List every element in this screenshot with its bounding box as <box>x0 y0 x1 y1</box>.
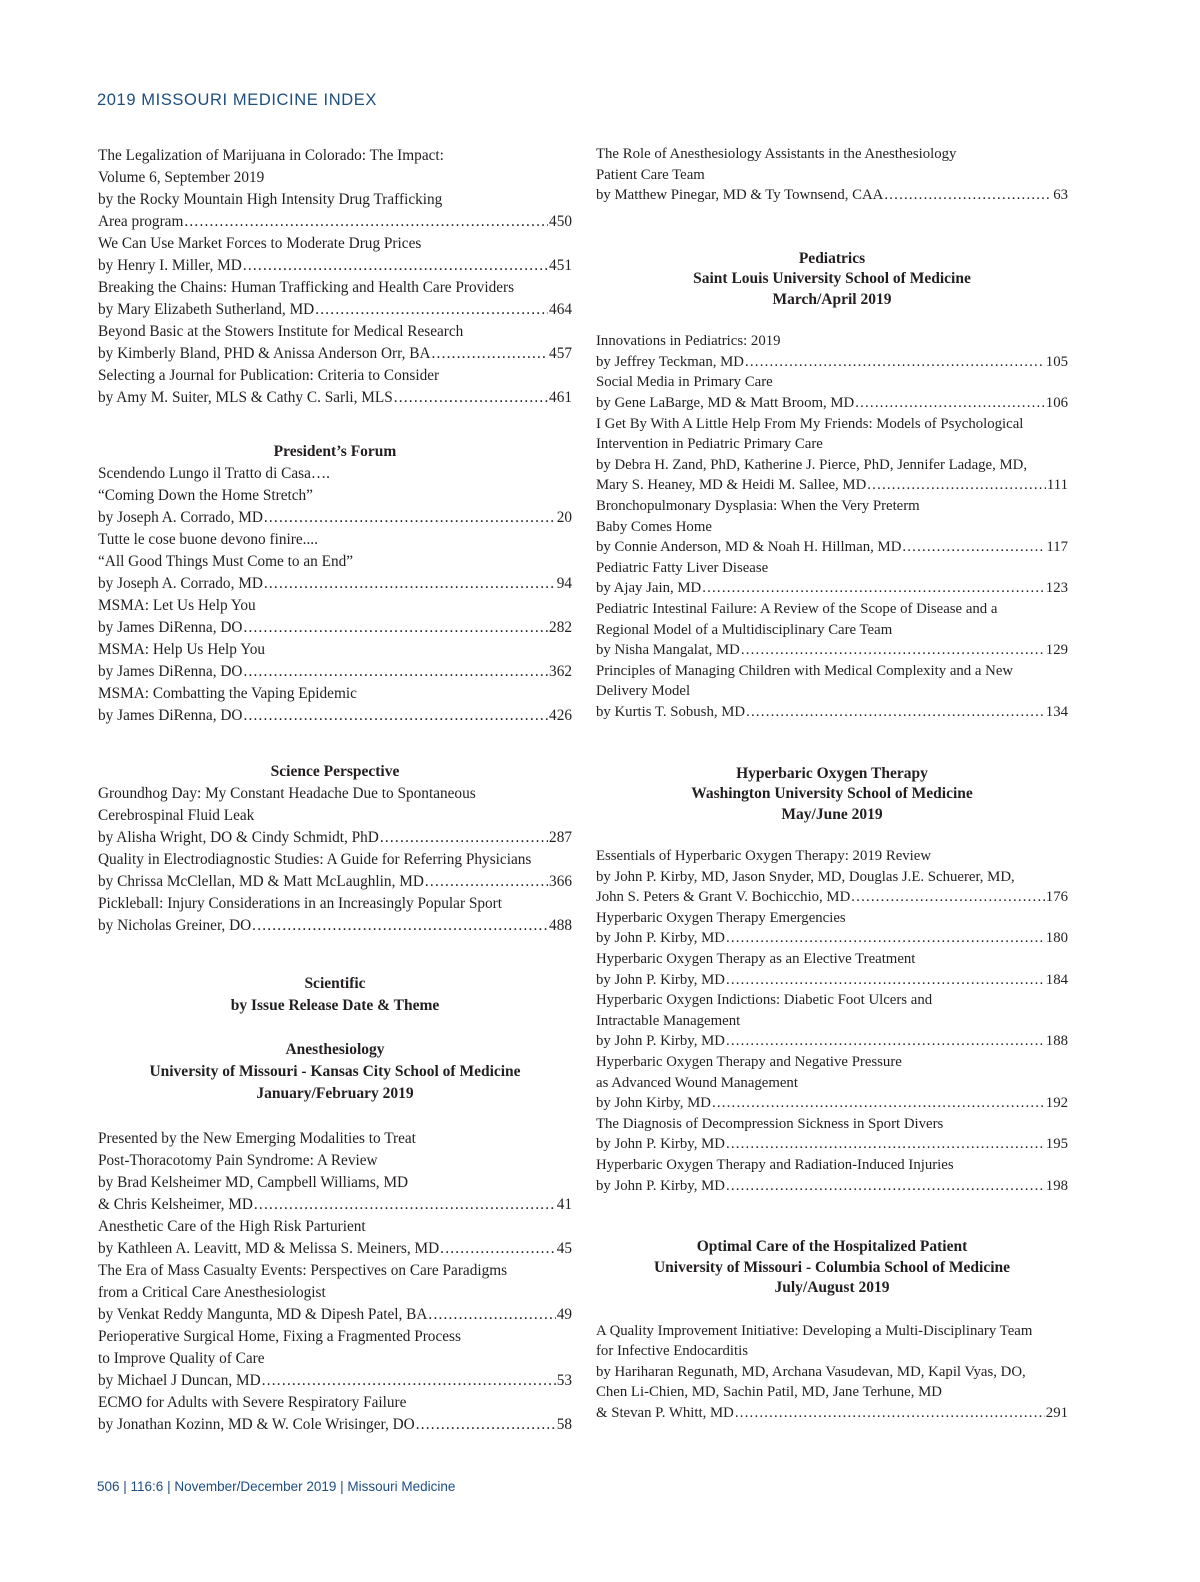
dot-leader <box>262 1370 556 1392</box>
entry-author: by James DiRenna, DO <box>98 707 243 724</box>
entry-page-number: 106 <box>1045 395 1068 412</box>
index-entry <box>98 233 572 277</box>
index-entry <box>98 1216 572 1260</box>
entry-title-line: MSMA: Help Us Help You <box>98 641 266 658</box>
entry-author: by Connie Anderson, MD & Noah H. Hillman, MD <box>596 539 902 556</box>
index-entry <box>98 529 572 595</box>
index-entry <box>596 1114 1068 1155</box>
index-entry <box>596 496 1068 558</box>
entry-author-line <box>596 393 1068 414</box>
entry-author-line <box>596 970 1068 991</box>
entry-page-number: 488 <box>549 917 572 934</box>
science-perspective-heading: Science Perspective <box>270 763 400 780</box>
index-entry <box>98 463 572 529</box>
index-entry <box>596 990 1068 1052</box>
index-entry <box>596 1321 1068 1424</box>
dot-leader <box>243 661 548 683</box>
index-entry <box>98 1128 572 1216</box>
entry-page-number: 366 <box>549 873 572 890</box>
entry-page-number: 117 <box>1046 539 1068 556</box>
entry-title-line: by Brad Kelsheimer MD, Campbell Williams, MD <box>98 1174 409 1191</box>
anesthesiology-heading: Anesthesiology <box>285 1041 385 1058</box>
entry-title-line: “All Good Things Must Come to an End” <box>98 553 354 570</box>
entry-author: by Nisha Mangalat, MD <box>596 642 740 659</box>
index-entry <box>596 331 1068 372</box>
entry-page-number: 362 <box>549 663 572 680</box>
dot-leader <box>243 617 548 639</box>
index-entry <box>98 1392 572 1436</box>
entry-author-line <box>596 185 1068 206</box>
entry-page-number: 134 <box>1045 703 1068 720</box>
dot-leader <box>702 578 1045 599</box>
entry-title-line: Presented by the New Emerging Modalities to Treat <box>98 1130 416 1147</box>
entry-author: by John P. Kirby, MD <box>596 930 725 947</box>
entry-title-line: Chen Li-Chien, MD, Sachin Patil, MD, Jane Terhune, MD <box>596 1384 942 1401</box>
entry-author-line <box>98 211 572 233</box>
dot-leader <box>746 702 1045 723</box>
dot-leader <box>243 705 548 727</box>
entry-page-number: 63 <box>1053 187 1068 204</box>
entry-author: by Joseph A. Corrado, MD <box>98 509 263 526</box>
entry-author: & Stevan P. Whitt, MD <box>596 1405 734 1422</box>
entry-title-line: Innovations in Pediatrics: 2019 <box>596 333 781 350</box>
pediatrics-school: Saint Louis University School of Medicine <box>693 270 971 288</box>
entry-author: by Ajay Jain, MD <box>596 580 702 597</box>
entry-page-number: 192 <box>1045 1095 1068 1112</box>
entry-title-line: I Get By With A Little Help From My Friends: Models of Psychological <box>596 415 1024 432</box>
page-footer: 506 | 116:6 | November/December 2019 | Missouri Medicine <box>97 1479 456 1494</box>
dot-leader <box>726 970 1045 991</box>
entry-title-line: Hyperbaric Oxygen Indictions: Diabetic Foot Ulcers and <box>596 992 933 1009</box>
dot-leader <box>252 915 548 937</box>
entry-title-line: The Era of Mass Casualty Events: Perspectives on Care Paradigms <box>98 1262 508 1279</box>
entry-title-line: Hyperbaric Oxygen Therapy and Negative Pressure <box>596 1054 902 1070</box>
page-header-title: 2019 MISSOURI MEDICINE INDEX <box>97 91 377 109</box>
index-entry <box>98 277 572 321</box>
index-entry <box>596 372 1068 413</box>
entry-author: by Venkat Reddy Mangunta, MD & Dipesh Patel, BA <box>98 1306 428 1323</box>
entry-author: John S. Peters & Grant V. Bochicchio, MD <box>596 889 851 906</box>
entry-author-line <box>98 617 572 639</box>
index-entry <box>98 783 572 849</box>
hyperbaric-heading: Hyperbaric Oxygen Therapy <box>736 764 928 782</box>
entry-title-line: Principles of Managing Children with Medical Complexity and a New <box>596 662 1014 679</box>
entry-title-line: The Diagnosis of Decompression Sickness in Sport Divers <box>596 1115 944 1132</box>
dot-leader <box>416 1414 556 1436</box>
entry-title-line: MSMA: Combatting the Vaping Epidemic <box>98 685 357 702</box>
entry-title-line: for Infective Endocarditis <box>596 1343 749 1360</box>
entry-author: Area program <box>98 213 184 230</box>
left-column <box>98 145 572 1436</box>
index-entry <box>596 908 1068 949</box>
scientific-heading: Scientific <box>304 975 366 992</box>
index-entry <box>596 846 1068 908</box>
entry-title-line: by the Rocky Mountain High Intensity Drug Trafficking <box>98 191 443 208</box>
entry-author: by Chrissa McClellan, MD & Matt McLaughlin, MD <box>98 873 424 890</box>
entry-title-line: A Quality Improvement Initiative: Developing a Multi-Disciplinary Team <box>596 1322 1033 1339</box>
entry-page-number: 450 <box>549 213 572 230</box>
dot-leader <box>855 393 1045 414</box>
entry-page-number: 53 <box>556 1372 572 1389</box>
entry-author-line <box>596 537 1068 558</box>
entry-title-line: Intervention in Pediatric Primary Care <box>596 436 823 453</box>
entry-author-line <box>596 1403 1068 1424</box>
entry-page-number: 287 <box>549 829 572 846</box>
entry-author: & Chris Kelsheimer, MD <box>98 1196 253 1213</box>
index-entry <box>98 893 572 937</box>
entry-author-line <box>596 1093 1068 1114</box>
index-entry <box>98 145 572 233</box>
entry-title-line: from a Critical Care Anesthesiologist <box>98 1284 326 1301</box>
entry-author-line <box>596 928 1068 949</box>
entry-title-line: Scendendo Lungo il Tratto di Casa…. <box>98 465 330 482</box>
index-entry <box>596 144 1068 206</box>
dot-leader <box>440 1238 556 1260</box>
entry-title-line: Beyond Basic at the Stowers Institute for Medical Research <box>98 323 464 340</box>
index-entry <box>98 595 572 639</box>
index-entry <box>596 414 1068 496</box>
entry-page-number: 461 <box>549 389 572 406</box>
entry-author-line <box>98 343 572 365</box>
entry-author: Mary S. Heaney, MD & Heidi M. Sallee, MD <box>596 477 867 494</box>
entry-author: by Kimberly Bland, PHD & Anissa Anderson Orr, BA <box>98 345 431 362</box>
entry-author-line <box>98 1194 572 1216</box>
entry-title-line: by Hariharan Regunath, MD, Archana Vasudevan, MD, Kapil Vyas, DO, <box>596 1363 1026 1380</box>
entry-author-line <box>98 1304 572 1326</box>
dot-leader <box>884 185 1052 206</box>
entry-title-line: Volume 6, September 2019 <box>98 169 265 186</box>
entry-author: by John P. Kirby, MD <box>596 1136 725 1153</box>
dot-leader <box>254 1194 556 1216</box>
dot-leader <box>428 1304 555 1326</box>
entry-author: by John Kirby, MD <box>596 1095 711 1112</box>
entry-author-line <box>98 1238 572 1260</box>
optimal-care-list <box>596 1321 1068 1424</box>
entry-title-line: Pediatric Fatty Liver Disease <box>596 559 769 576</box>
dot-leader <box>712 1093 1045 1114</box>
entry-title-line: Regional Model of a Multidisciplinary Care Team <box>596 621 893 638</box>
entry-title-line: Hyperbaric Oxygen Therapy and Radiation-Induced Injuries <box>596 1156 954 1173</box>
entry-title-line: Intractable Management <box>596 1012 741 1029</box>
entry-author-line <box>596 887 1068 908</box>
dot-leader <box>394 387 548 409</box>
dot-leader <box>184 211 548 233</box>
entry-title-line: to Improve Quality of Care <box>98 1350 265 1367</box>
entry-author: by John P. Kirby, MD <box>596 971 725 988</box>
dot-leader <box>432 343 549 365</box>
entry-page-number: 198 <box>1045 1177 1068 1194</box>
entry-page-number: 111 <box>1046 477 1068 494</box>
entry-author: by Mary Elizabeth Sutherland, MD <box>98 301 315 318</box>
entry-page-number: 94 <box>556 575 572 592</box>
entry-title-line: Selecting a Journal for Publication: Criteria to Consider <box>98 367 440 384</box>
entry-author: by Gene LaBarge, MD & Matt Broom, MD <box>596 395 855 412</box>
index-entry <box>98 1326 572 1392</box>
index-entry <box>596 949 1068 990</box>
entry-page-number: 457 <box>549 345 572 362</box>
hyperbaric-school: Washington University School of Medicine <box>691 785 973 803</box>
entry-author: by Matthew Pinegar, MD & Ty Townsend, CAA <box>596 187 884 204</box>
entry-author-line <box>596 578 1068 599</box>
dot-leader <box>902 537 1045 558</box>
optimal-care-issue-date: July/August 2019 <box>774 1279 890 1297</box>
index-entry <box>98 683 572 727</box>
dot-leader <box>380 827 548 849</box>
entry-author: by Joseph A. Corrado, MD <box>98 575 263 592</box>
optimal-care-heading: Optimal Care of the Hospitalized Patient <box>696 1238 968 1256</box>
entry-title-line: by John P. Kirby, MD, Jason Snyder, MD, Douglas J.E. Schuerer, MD, <box>596 868 1015 885</box>
entry-page-number: 20 <box>556 509 572 526</box>
entry-author-line <box>98 1370 572 1392</box>
anesthesiology-list <box>98 1128 572 1436</box>
entry-author-line <box>98 573 572 595</box>
entry-author: by John P. Kirby, MD <box>596 1177 725 1194</box>
index-entry <box>596 661 1068 723</box>
entry-page-number: 123 <box>1045 580 1068 597</box>
dot-leader <box>867 475 1046 496</box>
entry-title-line: We Can Use Market Forces to Moderate Drug Prices <box>98 235 422 252</box>
entry-author-line <box>98 871 572 893</box>
dot-leader <box>425 871 548 893</box>
entry-page-number: 129 <box>1045 642 1068 659</box>
entry-title-line: Pickleball: Injury Considerations in an Increasingly Popular Sport <box>98 895 503 912</box>
entry-page-number: 45 <box>556 1240 572 1257</box>
index-entry <box>98 849 572 893</box>
index-entry <box>596 558 1068 599</box>
entry-author: by Alisha Wright, DO & Cindy Schmidt, PhD <box>98 829 379 846</box>
entry-author: by Amy M. Suiter, MLS & Cathy C. Sarli, MLS <box>98 389 393 406</box>
anesthesiology-issue-date: January/February 2019 <box>256 1085 414 1102</box>
entry-title-line: Pediatric Intestinal Failure: A Review of the Scope of Disease and a <box>596 601 998 617</box>
entry-author: by Kurtis T. Sobush, MD <box>596 703 746 720</box>
entry-page-number: 41 <box>556 1196 572 1213</box>
entry-page-number: 180 <box>1045 930 1068 947</box>
presidents-forum-list <box>98 463 572 727</box>
entry-author: by Nicholas Greiner, DO <box>98 917 252 934</box>
entry-author: by Henry I. Miller, MD <box>98 257 242 274</box>
entry-author-line <box>98 507 572 529</box>
entry-author: by James DiRenna, DO <box>98 619 243 636</box>
entry-author-line <box>596 352 1068 373</box>
entry-title-line: Quality in Electrodiagnostic Studies: A Guide for Referring Physicians <box>98 851 532 868</box>
entry-title-line: The Legalization of Marijuana in Colorado: The Impact: <box>98 147 444 164</box>
entry-author: by Kathleen A. Leavitt, MD & Melissa S. Meiners, MD <box>98 1240 440 1257</box>
entry-page-number: 426 <box>549 707 572 724</box>
entry-page-number: 282 <box>549 619 572 636</box>
entry-title-line: Delivery Model <box>596 683 691 700</box>
dot-leader <box>315 299 548 321</box>
entry-author: by Jonathan Kozinn, MD & W. Cole Wrisinger, DO <box>98 1416 415 1433</box>
pediatrics-list <box>596 331 1068 722</box>
entry-title-line: “Coming Down the Home Stretch” <box>98 487 313 504</box>
hyperbaric-list <box>596 846 1068 1196</box>
entry-page-number: 195 <box>1045 1136 1068 1153</box>
entry-author: by James DiRenna, DO <box>98 663 243 680</box>
entry-title-line: by Debra H. Zand, PhD, Katherine J. Pierce, PhD, Jennifer Ladage, MD, <box>596 456 1028 473</box>
entry-title-line: Hyperbaric Oxygen Therapy as an Elective Treatment <box>596 951 916 968</box>
entry-title-line: The Role of Anesthesiology Assistants in the Anesthesiology <box>596 146 957 162</box>
entry-page-number: 184 <box>1045 971 1068 988</box>
entry-author-line <box>98 1414 572 1436</box>
entry-title-line: MSMA: Let Us Help You <box>98 597 256 614</box>
entry-author-line <box>596 475 1068 496</box>
entry-author-line <box>98 915 572 937</box>
entry-title-line: as Advanced Wound Management <box>596 1074 798 1091</box>
entry-title-line: Breaking the Chains: Human Trafficking and Health Care Providers <box>98 279 515 296</box>
entry-page-number: 464 <box>549 301 572 318</box>
entry-page-number: 176 <box>1045 889 1068 906</box>
dot-leader <box>726 1134 1045 1155</box>
dot-leader <box>264 573 556 595</box>
hyperbaric-issue-date: May/June 2019 <box>781 805 883 823</box>
index-entry <box>98 365 572 409</box>
science-perspective-list <box>98 783 572 937</box>
dot-leader <box>726 1176 1045 1197</box>
entry-title-line: ECMO for Adults with Severe Respiratory Failure <box>98 1394 407 1411</box>
pediatrics-heading: Pediatrics <box>798 249 866 267</box>
dot-leader <box>735 1403 1045 1424</box>
dot-leader <box>745 352 1045 373</box>
dot-leader <box>851 887 1045 908</box>
entry-author-line <box>596 1031 1068 1052</box>
dot-leader <box>243 255 548 277</box>
entry-author-line <box>596 1134 1068 1155</box>
index-entry <box>596 599 1068 661</box>
entry-author-line <box>98 299 572 321</box>
entry-title-line: Hyperbaric Oxygen Therapy Emergencies <box>596 909 846 926</box>
entry-title-line: Patient Care Team <box>596 166 705 183</box>
entry-title-line: Anesthetic Care of the High Risk Parturient <box>98 1218 366 1235</box>
entry-page-number: 105 <box>1045 353 1068 370</box>
entry-author-line <box>98 827 572 849</box>
entry-title-line: Post-Thoracotomy Pain Syndrome: A Review <box>98 1152 378 1169</box>
right-column <box>596 144 1068 1424</box>
scientific-subheading: by Issue Release Date & Theme <box>230 997 440 1014</box>
entry-title-line: Groundhog Day: My Constant Headache Due to Spontaneous <box>98 785 476 802</box>
entry-title-line: Social Media in Primary Care <box>596 374 773 391</box>
index-entry <box>596 1155 1068 1196</box>
entry-title-line: Essentials of Hyperbaric Oxygen Therapy: 2019 Review <box>596 848 932 865</box>
entry-title-line: Cerebrospinal Fluid Leak <box>98 807 255 824</box>
optimal-care-school: University of Missouri - Columbia School of Medicine <box>653 1258 1011 1276</box>
entry-author: by Michael J Duncan, MD <box>98 1372 261 1389</box>
presidents-forum-heading: President’s Forum <box>273 443 397 460</box>
entry-title-line: Baby Comes Home <box>596 518 712 535</box>
entry-page-number: 49 <box>556 1306 572 1323</box>
entry-title-line: Bronchopulmonary Dysplasia: When the Very Preterm <box>596 498 920 515</box>
entry-author-line <box>596 640 1068 661</box>
entry-author-line <box>98 661 572 683</box>
entry-author: by John P. Kirby, MD <box>596 1033 725 1050</box>
index-entry <box>98 639 572 683</box>
entry-page-number: 451 <box>549 257 572 274</box>
entry-author-line <box>596 1176 1068 1197</box>
dot-leader <box>726 1031 1045 1052</box>
dot-leader <box>741 640 1045 661</box>
dot-leader <box>264 507 556 529</box>
index-entry <box>596 1052 1068 1114</box>
entry-title-line: Tutte le cose buone devono finire.... <box>98 531 318 548</box>
entry-page-number: 291 <box>1045 1405 1068 1422</box>
index-entry <box>98 321 572 365</box>
entry-author-line <box>98 387 572 409</box>
index-entry <box>98 1260 572 1326</box>
dot-leader <box>726 928 1045 949</box>
entry-page-number: 58 <box>556 1416 572 1433</box>
entry-page-number: 188 <box>1045 1033 1068 1050</box>
entry-author-line <box>596 702 1068 723</box>
entry-author-line <box>98 255 572 277</box>
entry-title-line: Perioperative Surgical Home, Fixing a Fragmented Process <box>98 1328 461 1345</box>
entry-author: by Jeffrey Teckman, MD <box>596 353 744 370</box>
entry-author-line <box>98 705 572 727</box>
misc-articles-list <box>98 145 572 409</box>
anesthesiology-continued-list <box>596 144 1068 206</box>
pediatrics-issue-date: March/April 2019 <box>772 290 892 308</box>
anesthesiology-school: University of Missouri - Kansas City School of Medicine <box>149 1063 521 1080</box>
